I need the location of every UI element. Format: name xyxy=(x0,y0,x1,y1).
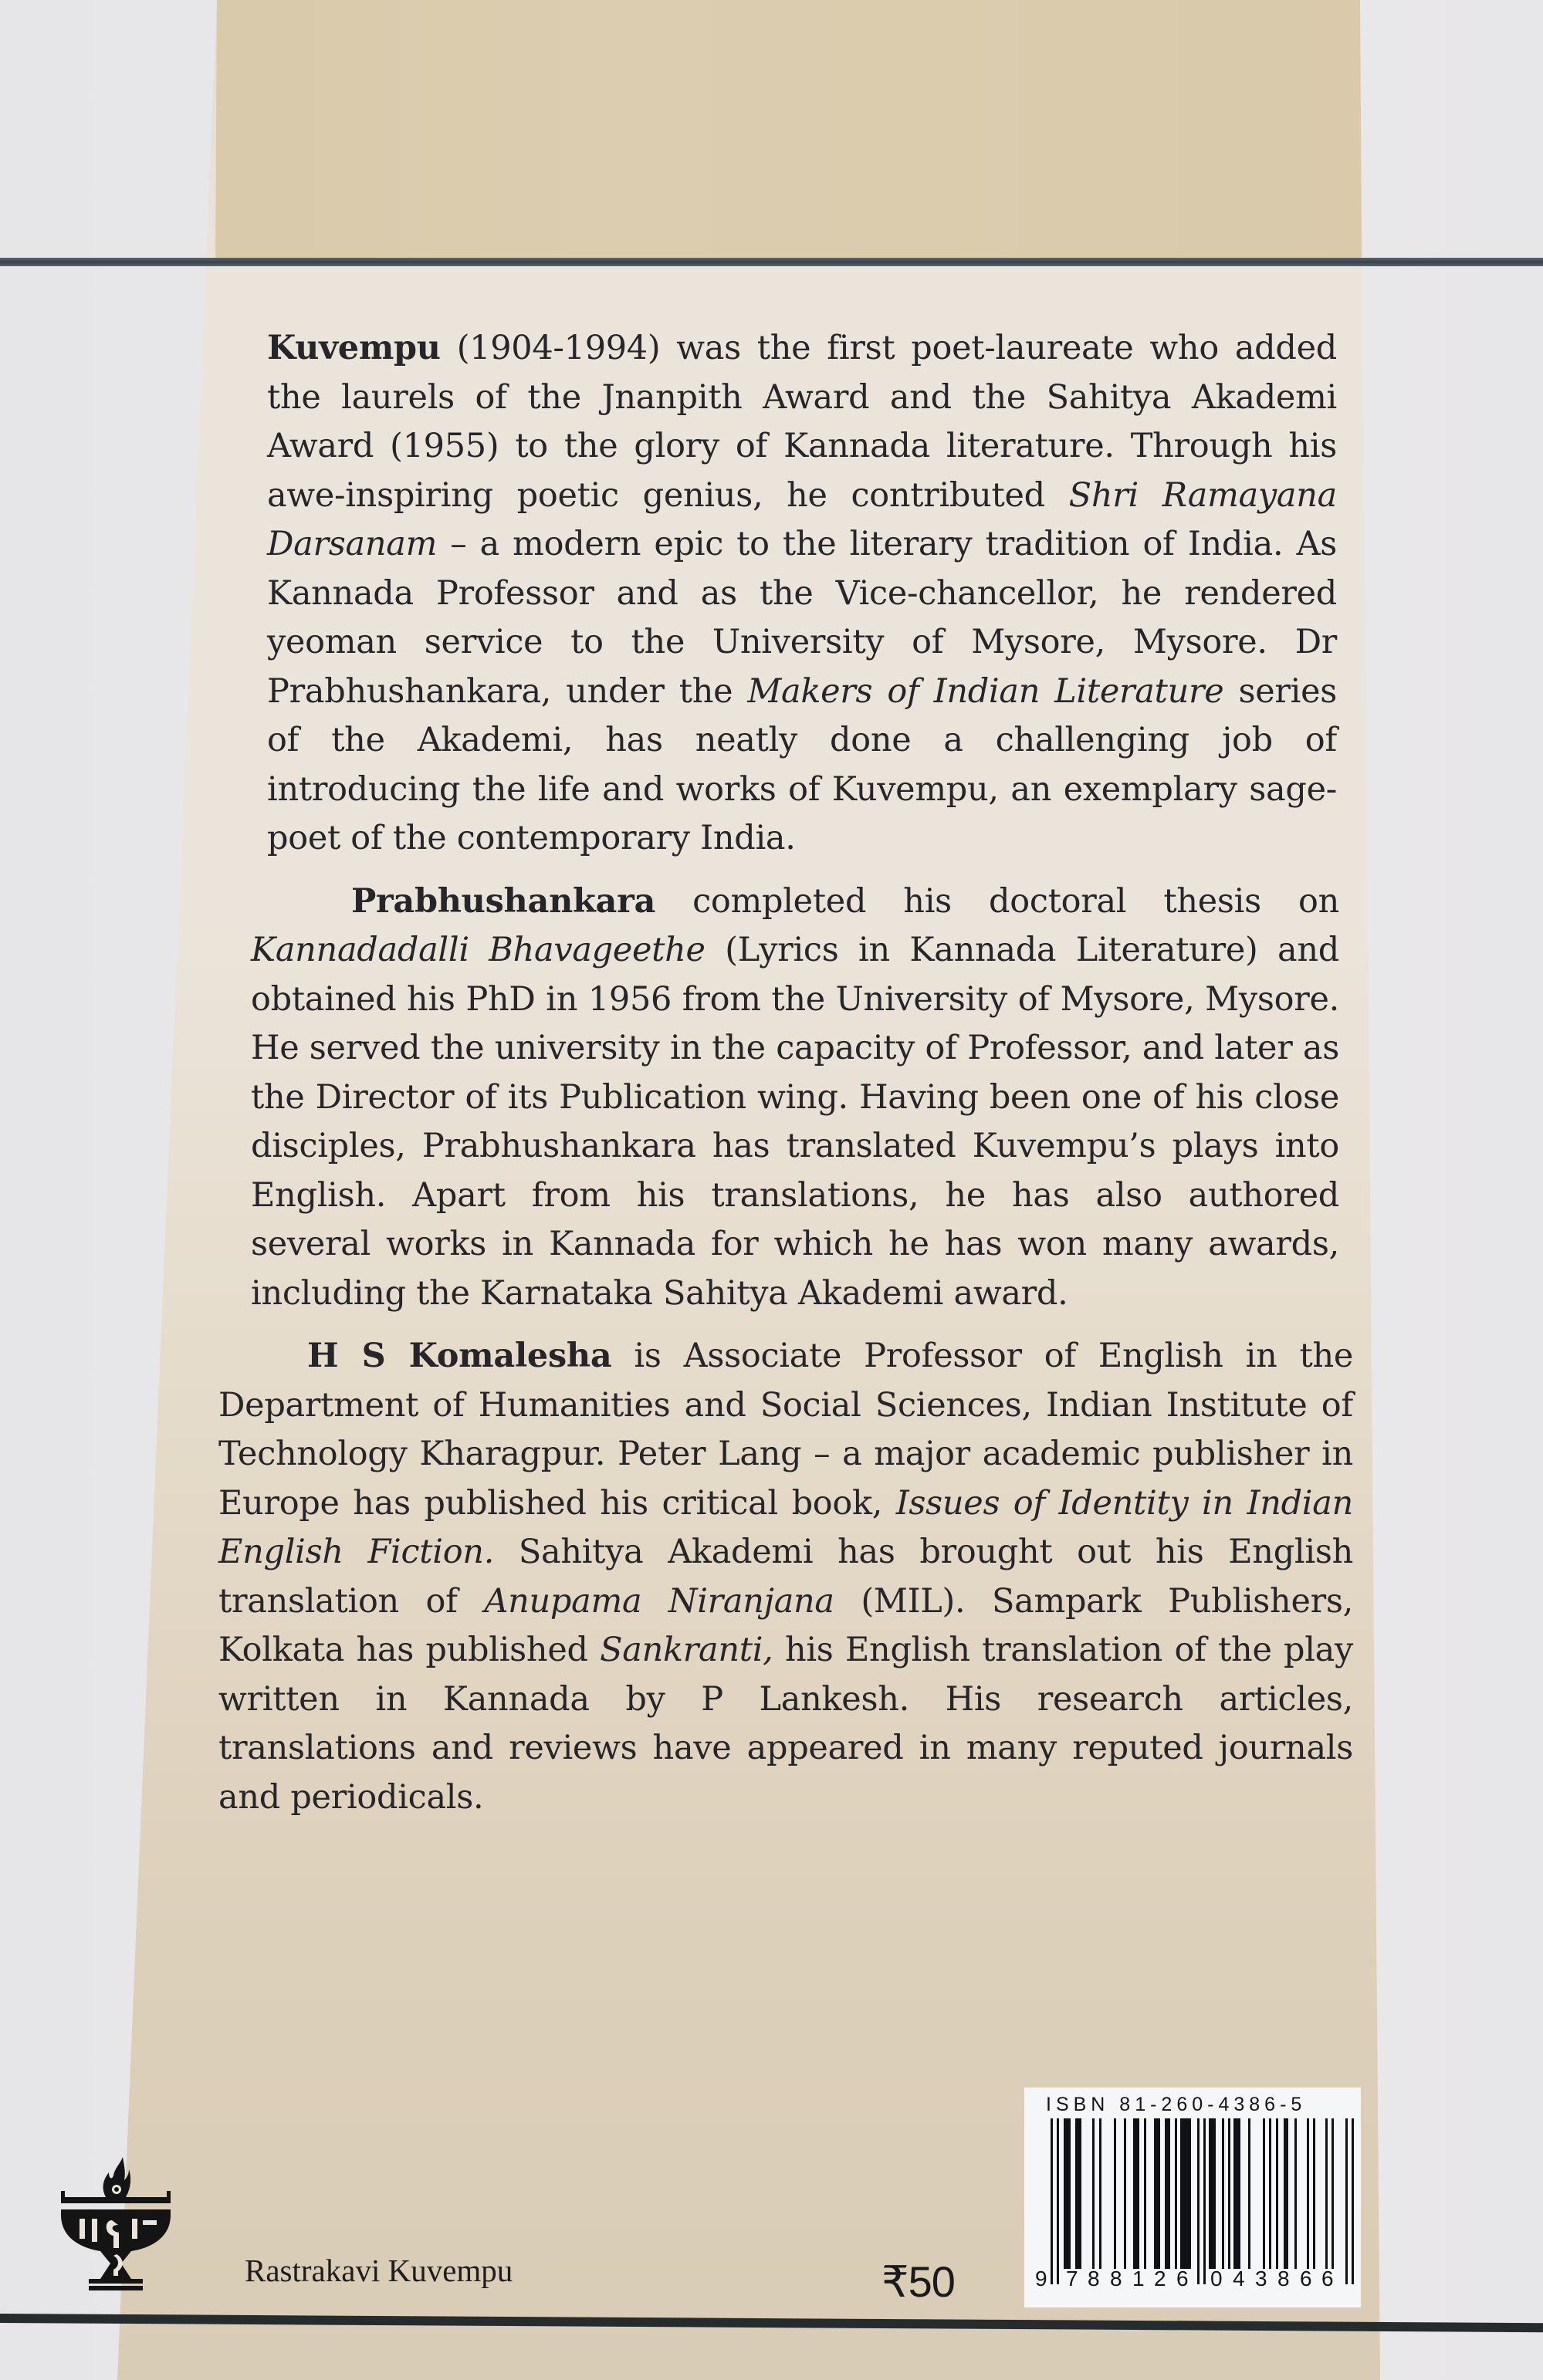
paragraph-about-komalesha xyxy=(218,1332,1353,1822)
work-title: Shri Ramayana Darsanam xyxy=(267,475,1337,563)
ean-digit: 1 xyxy=(1132,2267,1145,2290)
ean-digit: 8 xyxy=(1110,2267,1122,2290)
ean-digit: 8 xyxy=(1277,2267,1290,2290)
series-title: Rastrakavi Kuvempu xyxy=(245,2253,513,2288)
paragraph-about-prabhushankara xyxy=(251,877,1339,1319)
author-name-kuvempu: Kuvempu xyxy=(267,329,441,367)
ean-digit: 6 xyxy=(1176,2267,1189,2290)
paragraph-text: Sahitya Akademi has brought out his English translation of xyxy=(218,1533,1353,1621)
isbn-number: ISBN 81-260-4386-5 xyxy=(1046,2094,1307,2115)
paragraph-text: series of the Akademi, has neatly done a challenging job of introducing the life and works of Kuvempu, an exemplary sage-poet of the contemporary India. xyxy=(267,671,1337,857)
ean-digit: 8 xyxy=(1088,2267,1100,2290)
thesis-title: Kannadadalli Bhavageethe xyxy=(251,931,706,969)
ean-digit: 4 xyxy=(1233,2267,1245,2290)
book-title: Anupama Niranjana xyxy=(484,1581,834,1621)
paragraph-text: (1904-1994) was the first poet-laureate who added the laurels of the Jnanpith Award and the Sahitya Akademi Award (1955) to the glory of Kannada literature. Through his awe-inspiring poetic genius, he contributed xyxy=(267,329,1337,515)
paragraph-text: (Lyrics in Kannada Literature) and obtained his PhD in 1956 from the University of Mysore, Mysore. He served the university in the capacity of Professor, and later as the Director of its Publication wing. Having been one of his close disciples, Prabhushankara has translated Kuvempu’s plays into English. Apart from his translations, he has also authored several works in Kannada for which he has won many awards, including the Karnataka Sahitya Akademi award. xyxy=(251,931,1339,1313)
paragraph-about-kuvempu xyxy=(267,324,1337,864)
ean-digit: 6 xyxy=(1321,2267,1334,2290)
paragraph-text: – a modern epic to the literary tradition of India. As Kannada Professor and as the Vice-chancellor, he rendered yeoman service to the University of Mysore, Mysore. Dr Prabhushankara, under the xyxy=(267,525,1337,711)
sahitya-akademi-logo-icon xyxy=(58,2149,174,2292)
price-label: ₹50 xyxy=(881,2257,955,2306)
author-name-prabhushankara: Prabhushankara xyxy=(351,881,656,921)
paragraph-text: is Associate Professor of English in the Department of Humanities and Social Sciences, Indian Institute of Technology Kharagpur. Peter Lang – a major academic publisher in Europe has published his critical book, xyxy=(218,1337,1353,1523)
cover-top-band xyxy=(0,0,1543,264)
paragraph-text: (MIL). Sampark Publishers, Kolkata has published xyxy=(218,1581,1353,1669)
ean-digit: 6 xyxy=(1300,2267,1312,2290)
ean-digit: 2 xyxy=(1154,2267,1166,2290)
book-title: Issues of Identity in Indian English Fiction. xyxy=(218,1483,1353,1571)
top-divider-rule xyxy=(0,258,1543,266)
series-name: Makers of Indian Literature xyxy=(747,671,1224,711)
book-title: Sankranti, xyxy=(600,1631,773,1669)
isbn-barcode xyxy=(1024,2088,1361,2307)
ean-digit: 0 xyxy=(1210,2267,1223,2290)
blurb-text xyxy=(216,324,1351,1822)
paragraph-text: completed his doctoral thesis on xyxy=(655,881,1339,921)
paragraph-text: his English translation of the play written in Kannada by P Lankesh. His research articles, translations and reviews have appeared in many reputed journals and periodicals. xyxy=(218,1631,1353,1817)
barcode-icon xyxy=(1051,2118,1359,2284)
ean-digit: 9 xyxy=(1035,2267,1047,2290)
ean-digit: 7 xyxy=(1066,2267,1078,2290)
ean-digits xyxy=(1024,2267,1361,2297)
ean-digit: 3 xyxy=(1255,2267,1267,2290)
translator-name-komalesha: H S Komalesha xyxy=(307,1337,612,1375)
